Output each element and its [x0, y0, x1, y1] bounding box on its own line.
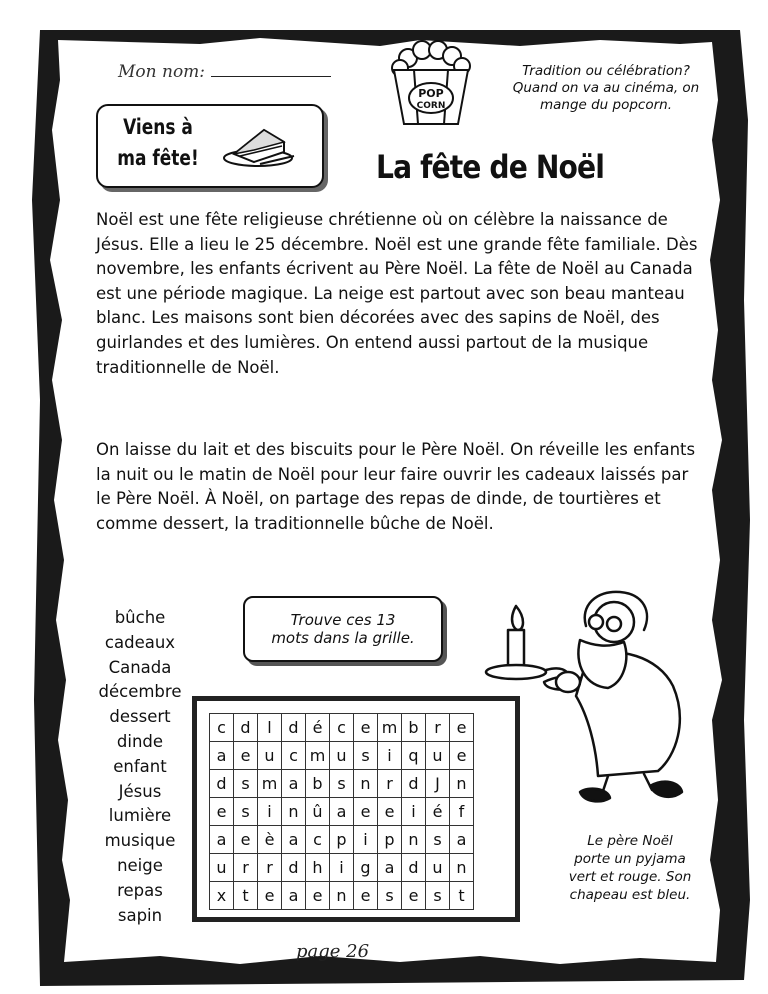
word-item: Jésus [118, 781, 162, 801]
grid-cell[interactable]: n [402, 826, 426, 854]
grid-cell[interactable]: i [402, 798, 426, 826]
grid-cell[interactable]: é [306, 714, 330, 742]
tradition-note [497, 63, 715, 114]
grid-cell[interactable]: q [402, 742, 426, 770]
grid-cell[interactable]: m [258, 770, 282, 798]
grid-cell[interactable]: s [354, 742, 378, 770]
grid-cell[interactable]: n [450, 770, 474, 798]
grid-cell[interactable]: p [378, 826, 402, 854]
grid-cell[interactable]: e [306, 882, 330, 910]
grid-cell[interactable]: a [282, 882, 306, 910]
paragraph-1: Noël est une fête religieuse chrétienne où on célèbre la naissance de Jésus. Elle a lieu le 25 décembre. Noël est une grande fête familiale. Dès novembre, les enfants écrivent au Père Noël. La fête de Noël au Canada est une période magique. La neige est partout avec son beau manteau blanc. Les maisons sont bien décorées avec des sapins de Noël, des guirlandes et des lumières. On entend aussi partout de la musique traditionnelle de Noël. [96, 210, 698, 377]
tradition-line-2: Quand on va au cinéma, on [512, 80, 700, 96]
word-item: neige [117, 855, 163, 875]
grid-cell[interactable]: é [426, 798, 450, 826]
grid-cell[interactable]: J [426, 770, 450, 798]
grid-cell[interactable]: u [210, 854, 234, 882]
grid-cell[interactable]: r [234, 854, 258, 882]
tradition-line-3: mange du popcorn. [539, 97, 673, 113]
grid-cell[interactable]: a [450, 826, 474, 854]
tradition-question: Tradition ou célébration? [522, 63, 690, 79]
grid-row [210, 770, 474, 798]
grid-cell[interactable]: r [378, 770, 402, 798]
grid-cell[interactable]: x [210, 882, 234, 910]
grid-cell[interactable]: e [234, 826, 258, 854]
grid-cell[interactable]: s [330, 770, 354, 798]
instruction-line-2: mots dans la grille. [271, 629, 415, 647]
word-item: sapin [117, 905, 163, 925]
grid-cell[interactable]: n [354, 770, 378, 798]
grid-cell[interactable]: a [378, 854, 402, 882]
grid-cell[interactable]: e [378, 798, 402, 826]
pere-noel-caption [540, 832, 720, 904]
grid-cell[interactable]: n [282, 798, 306, 826]
grid-cell[interactable]: e [354, 798, 378, 826]
page-title: La fête de Noël [376, 148, 604, 186]
grid-cell[interactable]: d [402, 770, 426, 798]
grid-cell[interactable]: e [234, 742, 258, 770]
pere-noel-illustration [468, 586, 708, 816]
grid-row [210, 798, 474, 826]
caption-line: porte un pyjama [574, 851, 686, 867]
name-label: Mon nom: [118, 62, 206, 82]
grid-cell[interactable]: u [426, 742, 450, 770]
word-item: lumière [108, 806, 172, 826]
grid-cell[interactable]: i [258, 798, 282, 826]
grid-cell[interactable]: a [210, 742, 234, 770]
grid-cell[interactable]: p [330, 826, 354, 854]
word-list [80, 606, 200, 928]
grid-cell[interactable]: s [426, 826, 450, 854]
grid-row [210, 882, 474, 910]
badge-line-1: Viens à [123, 115, 193, 139]
grid-cell[interactable]: s [234, 798, 258, 826]
grid-cell[interactable]: h [306, 854, 330, 882]
grid-cell[interactable]: i [354, 826, 378, 854]
popcorn-box-icon [384, 40, 480, 130]
caption-line: vert et rouge. Son [568, 869, 692, 885]
grid-cell[interactable]: f [450, 798, 474, 826]
grid-cell[interactable]: a [210, 826, 234, 854]
grid-cell[interactable]: r [258, 854, 282, 882]
grid-cell[interactable]: e [450, 742, 474, 770]
grid-cell[interactable]: u [258, 742, 282, 770]
grid-cell[interactable]: c [210, 714, 234, 742]
word-search-table [209, 713, 474, 910]
grid-cell[interactable]: e [210, 798, 234, 826]
grid-row [210, 826, 474, 854]
grid-cell[interactable]: e [354, 714, 378, 742]
word-item: Canada [108, 657, 172, 677]
caption-line: Le père Noël [587, 833, 673, 849]
grid-cell[interactable]: d [282, 714, 306, 742]
grid-cell[interactable]: m [306, 742, 330, 770]
svg-text:POP: POP [418, 87, 444, 100]
grid-cell[interactable]: c [306, 826, 330, 854]
svg-text:CORN: CORN [416, 101, 446, 111]
word-item: dessert [109, 707, 171, 727]
grid-cell[interactable]: s [426, 882, 450, 910]
grid-cell[interactable]: t [234, 882, 258, 910]
grid-cell[interactable]: e [402, 882, 426, 910]
grid-cell[interactable]: e [354, 882, 378, 910]
grid-cell[interactable]: n [330, 882, 354, 910]
name-blank-line[interactable] [211, 62, 331, 77]
grid-cell[interactable]: i [378, 742, 402, 770]
grid-cell[interactable]: g [354, 854, 378, 882]
word-item: musique [104, 831, 176, 851]
grid-cell[interactable]: è [258, 826, 282, 854]
caption-line: chapeau est bleu. [569, 887, 691, 903]
grid-cell[interactable]: a [330, 798, 354, 826]
grid-cell[interactable]: a [282, 770, 306, 798]
grid-row [210, 714, 474, 742]
badge-line-2: ma fête! [117, 146, 199, 170]
grid-cell[interactable]: n [450, 854, 474, 882]
grid-cell[interactable]: r [426, 714, 450, 742]
grid-cell[interactable]: s [378, 882, 402, 910]
word-item: cadeaux [104, 632, 176, 652]
grid-cell[interactable]: t [450, 882, 474, 910]
grid-cell[interactable]: l [258, 714, 282, 742]
grid-cell[interactable]: c [330, 714, 354, 742]
name-field[interactable] [118, 62, 331, 82]
grid-cell[interactable]: u [330, 742, 354, 770]
grid-cell[interactable]: u [426, 854, 450, 882]
grid-cell[interactable]: s [234, 770, 258, 798]
word-item: dinde [116, 731, 164, 751]
instruction-line-1: Trouve ces 13 [290, 611, 396, 629]
grid-cell[interactable]: a [282, 826, 306, 854]
instruction-box [243, 596, 443, 662]
grid-cell[interactable]: d [210, 770, 234, 798]
party-badge [96, 104, 324, 188]
grid-cell[interactable]: b [402, 714, 426, 742]
grid-cell[interactable]: d [402, 854, 426, 882]
grid-cell[interactable]: e [258, 882, 282, 910]
word-item: repas [117, 880, 163, 900]
grid-cell[interactable]: b [306, 770, 330, 798]
grid-row [210, 742, 474, 770]
word-item: décembre [98, 682, 182, 702]
word-item: enfant [113, 756, 167, 776]
grid-row [210, 854, 474, 882]
grid-cell[interactable]: d [234, 714, 258, 742]
word-item: bûche [114, 608, 166, 627]
grid-cell[interactable]: d [282, 854, 306, 882]
cake-slice-icon [220, 120, 300, 170]
grid-cell[interactable]: c [282, 742, 306, 770]
page-number: page 26 [296, 941, 370, 962]
grid-cell[interactable]: e [450, 714, 474, 742]
grid-cell[interactable]: m [378, 714, 402, 742]
grid-cell[interactable]: i [330, 854, 354, 882]
paragraph-2: On laisse du lait et des biscuits pour le Père Noël. On réveille les enfants la nuit ou le matin de Noël pour leur faire ouvrir les cadeaux laissés par le Père Noël. À Noël, on partage des repas de dinde, de tourtières et comme dessert, la traditionnelle bûche de Noël. [96, 440, 696, 533]
grid-cell[interactable]: û [306, 798, 330, 826]
